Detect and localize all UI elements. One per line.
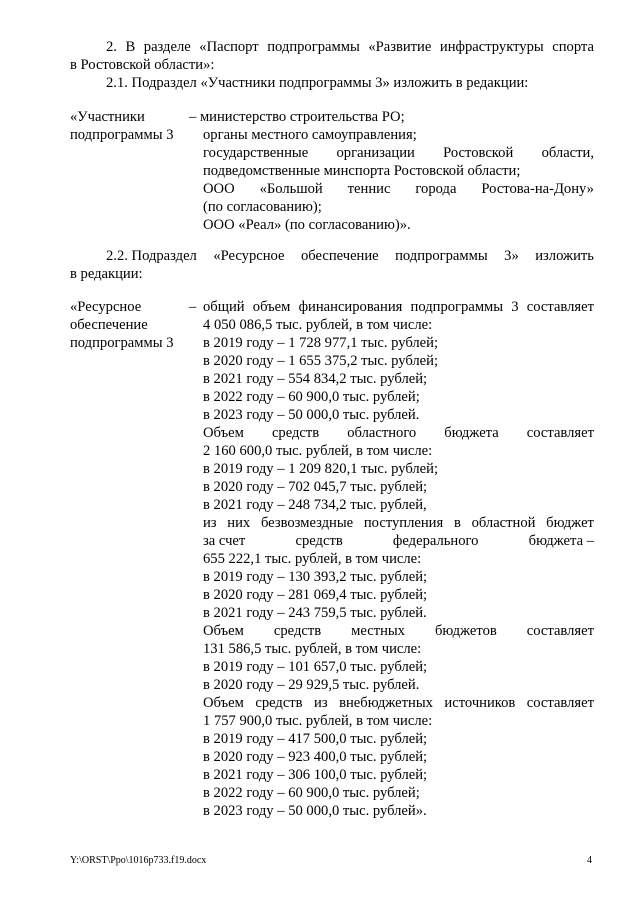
word: теннис: [347, 181, 391, 197]
resources-line: в 2022 году – 60 900,0 тыс. рублей;: [203, 389, 420, 405]
word: общий: [203, 299, 245, 315]
resources-line: в 2023 году – 50 000,0 тыс. рублей.: [203, 407, 420, 423]
resources-line: 131 586,5 тыс. рублей, в том числе:: [203, 641, 422, 657]
resources-line: в 2022 году – 60 900,0 тыс. рублей;: [203, 785, 420, 801]
resources-line: в 2020 году – 29 929,5 тыс. рублей.: [203, 677, 420, 693]
resources-line: в 2019 году – 1 209 820,1 тыс. рублей;: [203, 461, 439, 477]
word: них: [227, 515, 251, 531]
resources-line: в 2021 году – 306 100,0 тыс. рублей;: [203, 767, 428, 783]
heading-word: спорта: [552, 39, 594, 55]
heading-word: 2.: [106, 39, 117, 55]
word: в: [453, 515, 461, 531]
participants-label: подпрограммы 3: [70, 127, 174, 143]
word: средств: [271, 425, 320, 441]
heading-word: «Развитие: [368, 39, 432, 55]
word: внебюджетных: [339, 695, 433, 711]
word: области,: [541, 145, 594, 161]
word: 3»: [504, 248, 519, 264]
participants-item: (по согласованию);: [203, 199, 322, 215]
participants-item: [203, 144, 594, 162]
participants-item: органы местного самоуправления;: [203, 127, 417, 143]
page-number: 4: [587, 855, 592, 866]
word: бюджет: [546, 515, 594, 531]
word: бюджета: [444, 425, 499, 441]
resources-dash: –: [189, 299, 197, 315]
resources-line: 2 160 600,0 тыс. рублей, в том числе:: [203, 443, 433, 459]
word: составляет: [526, 695, 594, 711]
word: финансирования: [298, 299, 403, 315]
word: 2.2. Подраздел: [106, 248, 197, 264]
resources-line: в 2021 году – 554 834,2 тыс. рублей;: [203, 371, 428, 387]
resources-line: в 2020 году – 923 400,0 тыс. рублей;: [203, 749, 428, 765]
word: поступления: [363, 515, 444, 531]
word: города: [415, 181, 457, 197]
word: составляет: [526, 425, 594, 441]
section-heading: [106, 38, 594, 56]
participants-item: ООО «Реал» (по согласованию)».: [203, 217, 411, 233]
resources-line: в 2019 году – 1 728 977,1 тыс. рублей;: [203, 335, 439, 351]
word: областного: [347, 425, 417, 441]
resources-line: [203, 514, 594, 532]
resources-line: [203, 622, 594, 640]
word: государственные: [203, 145, 309, 161]
subsection-2-1: 2.1. Подраздел «Участники подпрограммы 3» изложить в редакции:: [106, 75, 529, 91]
resources-label: обеспечение: [70, 317, 148, 333]
resources-line: [203, 532, 594, 550]
word: подпрограммы: [395, 248, 488, 264]
heading-word: В: [125, 39, 136, 55]
resources-line: в 2020 году – 702 045,7 тыс. рублей;: [203, 479, 428, 495]
word: безвозмездные: [260, 515, 354, 531]
resources-line: [203, 694, 594, 712]
word: организации: [336, 145, 415, 161]
participants-item: – министерство строительства РО;: [189, 109, 405, 125]
word: составляет: [526, 299, 594, 315]
word: средств: [295, 533, 343, 549]
word: объем: [252, 299, 291, 315]
word: федерального: [392, 533, 479, 549]
heading-word: «Паспорт: [199, 39, 259, 55]
section-heading-cont: в Ростовской области»:: [70, 57, 215, 73]
resources-line: в 2023 году – 50 000,0 тыс. рублей».: [203, 803, 427, 819]
word: «Ресурсное: [213, 248, 285, 264]
resources-line: [203, 424, 594, 442]
resources-line: в 2019 году – 101 657,0 тыс. рублей;: [203, 659, 428, 675]
subsection-2-2-cont: в редакции:: [70, 266, 143, 282]
participants-item: подведомственные минспорта Ростовской области;: [203, 163, 521, 179]
resources-line: в 2019 году – 130 393,2 тыс. рублей;: [203, 569, 428, 585]
subsection-2-2: [106, 247, 594, 265]
heading-word: подпрограммы: [267, 39, 360, 55]
word: 3: [511, 299, 519, 315]
word: Объем: [203, 695, 244, 711]
resources-line: в 2019 году – 417 500,0 тыс. рублей;: [203, 731, 428, 747]
word: бюджета –: [528, 533, 594, 549]
resources-line: [203, 298, 594, 316]
heading-word: разделе: [143, 39, 191, 55]
resources-label: «Ресурсное: [70, 299, 142, 315]
resources-line: в 2021 году – 243 759,5 тыс. рублей.: [203, 605, 427, 621]
footer-file-path: Y:\ORST\Ppo\1016p733.f19.docx: [70, 855, 207, 866]
word: Ростовской: [443, 145, 514, 161]
participants-label: «Участники: [70, 109, 145, 125]
word: ООО: [203, 181, 235, 197]
resources-line: 655 222,1 тыс. рублей, в том числе:: [203, 551, 422, 567]
resources-line: 1 757 900,0 тыс. рублей, в том числе:: [203, 713, 433, 729]
resources-label: подпрограммы 3: [70, 335, 174, 351]
word: средств: [255, 695, 303, 711]
word: средств: [273, 623, 322, 639]
word: областной: [471, 515, 536, 531]
word: из: [203, 515, 217, 531]
word: источников: [444, 695, 516, 711]
resources-line: в 2020 году – 281 069,4 тыс. рублей;: [203, 587, 428, 603]
word: за счет: [203, 533, 246, 549]
resources-line: в 2020 году – 1 655 375,2 тыс. рублей;: [203, 353, 439, 369]
participants-item: [203, 180, 594, 198]
word: обеспечение: [300, 248, 379, 264]
word: Ростова-на-Дону»: [481, 181, 594, 197]
heading-word: инфраструктуры: [439, 39, 544, 55]
word: из: [314, 695, 328, 711]
resources-line: 4 050 086,5 тыс. рублей, в том числе:: [203, 317, 433, 333]
word: местных: [351, 623, 405, 639]
resources-line: в 2021 году – 248 734,2 тыс. рублей,: [203, 497, 427, 513]
word: подпрограммы: [410, 299, 504, 315]
word: Объем: [203, 623, 244, 639]
word: изложить: [535, 248, 594, 264]
word: Объем: [203, 425, 244, 441]
word: «Большой: [259, 181, 323, 197]
word: бюджетов: [435, 623, 497, 639]
word: составляет: [526, 623, 594, 639]
